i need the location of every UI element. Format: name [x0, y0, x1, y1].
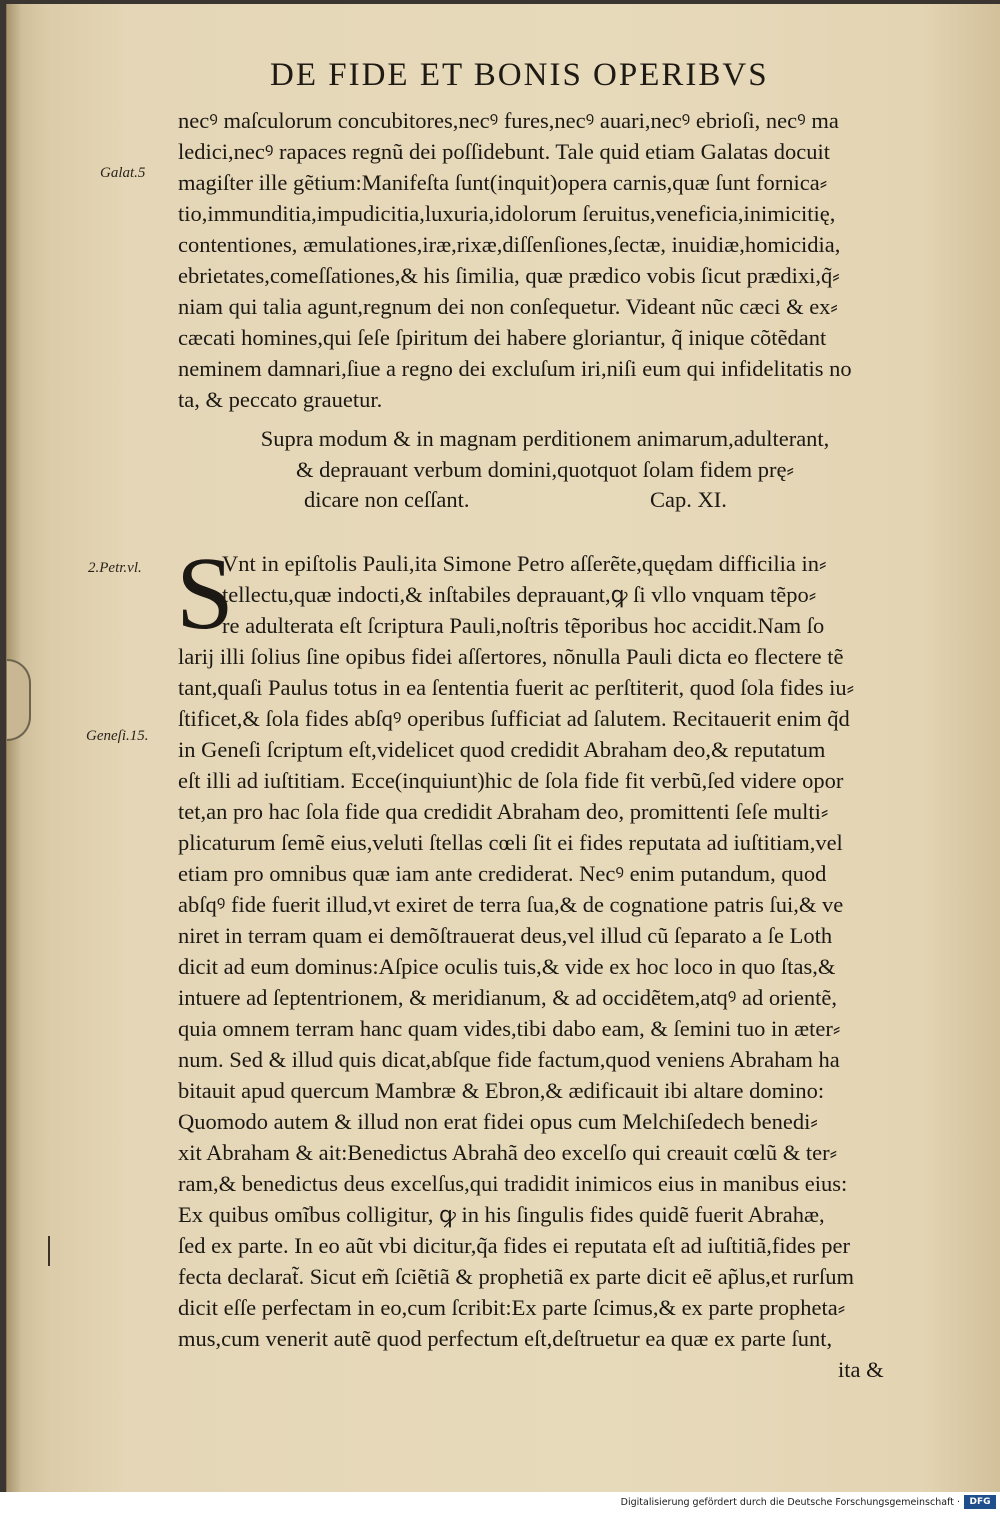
text-line: fecta declarat̃. Sicut em̃ ſciẽtiã & prophetiã ex parte dicit eẽ ap̃lus,et rurſum — [178, 1264, 854, 1289]
text-line: quia omnem terram hanc quam vides,tibi dabo eam, & ſemini tuo in æter⸗ — [178, 1016, 841, 1041]
text-line: Ex quibus omĩbus colligitur, ꝙ in his ſingulis fides quidẽ fuerit Abrahæ, — [178, 1202, 825, 1227]
text-line: abſqꝰ fide fuerit illud,vt exiret de terra ſua,& de cognatione patris ſui,& ve — [178, 892, 844, 917]
text-line: num. Sed & illud quis dicat,abſque fide factum,quod veniens Abraham ha — [178, 1047, 840, 1072]
text-line: ta, & peccato grauetur. — [178, 387, 383, 412]
text-line: contentiones, æmulationes,iræ,rixæ,diſſenſiones,ſectæ, inuidiæ,homicidia, — [178, 232, 841, 257]
text-line: dicit ad eum dominus:Aſpice oculis tuis,& vide ex hoc loco in quo ſtas,& — [178, 954, 836, 979]
text-line: tet,an pro hac ſola fide qua credidit Abraham deo, promittenti ſeſe multi⸗ — [178, 799, 829, 824]
text-line: in Geneſi ſcriptum eſt,videlicet quod credidit Abraham deo,& reputatum — [178, 737, 826, 762]
text-line: tio,immunditia,impudicitia,luxuria,idolorum ſeruitus,veneficia,inimicitię, — [178, 201, 836, 226]
running-head: DE FIDE ET BONIS OPERIBVS — [270, 57, 769, 93]
text-line: re adulterata eſt ſcriptura Pauli,noſtris tẽporibus hoc accidit.Nam ſo — [222, 613, 825, 638]
text-line: tant,quaſi Paulus totus in ea ſententia fuerit ac perſtiterit, quod ſola fides iu⸗ — [178, 675, 855, 700]
text-line: tellectu,quæ indocti,& inſtabiles deprauant,ꝙ ſi vllo vnquam tẽpo⸗ — [222, 582, 817, 607]
text-line: ledici,necꝰ rapaces regnũ dei poſſidebunt. Tale quid etiam Galatas docuit — [178, 139, 830, 164]
text-line: magiſter ille gẽtium:Manifeſta ſunt(inquit)opera carnis,quæ ſunt fornica⸗ — [178, 170, 828, 195]
text-line: plicaturum ſemẽ eius,veluti ſtellas cœli ſit ei fides reputata ad iuſtitiam,vel — [178, 830, 843, 855]
heading-line — [220, 485, 870, 516]
text-line: ram,& benedictus deus excelſus,qui tradidit inimicos eius in manibus eius: — [178, 1171, 848, 1196]
heading-line: Supra modum & in magnam perditionem animarum,adulterant, — [260, 426, 830, 451]
text-line: Quomodo autem & illud non erat fidei opus cum Melchiſedech benedi⸗ — [178, 1109, 818, 1134]
text-line: dicit eſſe perfectam in eo,cum ſcribit:Ex parte ſcimus,& ex parte propheta⸗ — [178, 1295, 846, 1320]
dfg-logo: DFG — [964, 1495, 996, 1509]
marginal-note-petr: 2.Petr.vl. — [88, 560, 142, 576]
text-line: ſtificet,& ſola fides abſqꝰ operibus ſufficiat ad ſalutem. Recitauerit enim q̃d — [178, 706, 850, 731]
text-line: Vnt in epiſtolis Pauli,ita Simone Petro aſſerẽte,quędam difficilia in⸗ — [222, 551, 827, 576]
heading-line: & deprauant verbum domini,quotquot ſolam fidem prę⸗ — [295, 456, 794, 482]
text-block-top — [178, 105, 852, 415]
catchword: ita & — [838, 1357, 884, 1382]
text-line: neminem damnari,ſiue a regno dei excluſum iri,niſi eum qui infidelitatis no — [178, 356, 852, 381]
text-line: ebrietates,comeſſationes,& his ſimilia, quæ prædico vobis ſicut prædixi,q̃⸗ — [178, 263, 840, 288]
text-line: niam qui talia agunt,regnum dei non conſequetur. Videant nũc cæci & ex⸗ — [178, 294, 838, 319]
text-line: necꝰ maſculorum concubitores,necꝰ fures,necꝰ auari,necꝰ ebrioſi, necꝰ ma — [178, 108, 839, 133]
text-line: etiam pro omnibus quæ iam ante crediderat. Necꝰ enim putandum, quod — [178, 861, 827, 886]
text-block-chapter — [176, 536, 884, 1385]
text-line: intuere ad ſeptentrionem, & meridianum, & ad occidẽtem,atqꝰ ad orientẽ, — [178, 985, 837, 1010]
text-line: bitauit apud quercum Mambræ & Ebron,& ædificauit ibi altare domino: — [178, 1078, 825, 1103]
text-line: ſed ex parte. In eo aũt vbi dicitur,q̃a fides ei reputata eſt ad iuſtitiã,fides per — [178, 1233, 850, 1258]
chapter-number: Cap. XI. — [650, 487, 727, 512]
chapter-heading — [220, 424, 870, 516]
footer-credit: Digitalisierung gefördert durch die Deutsche Forschungsgemeinschaft · — [620, 1497, 960, 1508]
text-line: cæcati homines,qui ſeſe ſpiritum dei habere gloriantur, q̃ inique cõtẽdant — [178, 325, 827, 350]
margin-ink-mark — [48, 1236, 50, 1266]
text-line: xit Abraham & ait:Benedictus Abrahã deo excelſo qui creauit cœlũ & ter⸗ — [178, 1140, 838, 1165]
text-line: eſt illi ad iuſtitiam. Ecce(inquiunt)hic de ſola fide fit verbũ,ſed videre opor — [178, 768, 844, 793]
page-gutter — [7, 4, 21, 1492]
text-line: niret in terram quam ei demõſtrauerat deus,vel illud cũ ſeparato a ſe Loth — [178, 923, 833, 948]
text-line: mus,cum venerit autẽ quod perfectum eſt,deſtruetur ea quæ ex parte ſunt, — [178, 1326, 833, 1351]
text-line: larij illi ſolius ſine opibus fidei aſſertores, nõnulla Pauli dicta eo flectere tẽ — [178, 644, 844, 669]
marginal-note-galat: Galat.5 — [100, 165, 146, 181]
heading-text: dicare non ceſſant. — [304, 487, 470, 512]
drop-capital: S — [176, 536, 234, 651]
page-clip — [7, 659, 31, 741]
marginal-note-genesis: Geneſi.15. — [86, 728, 149, 744]
